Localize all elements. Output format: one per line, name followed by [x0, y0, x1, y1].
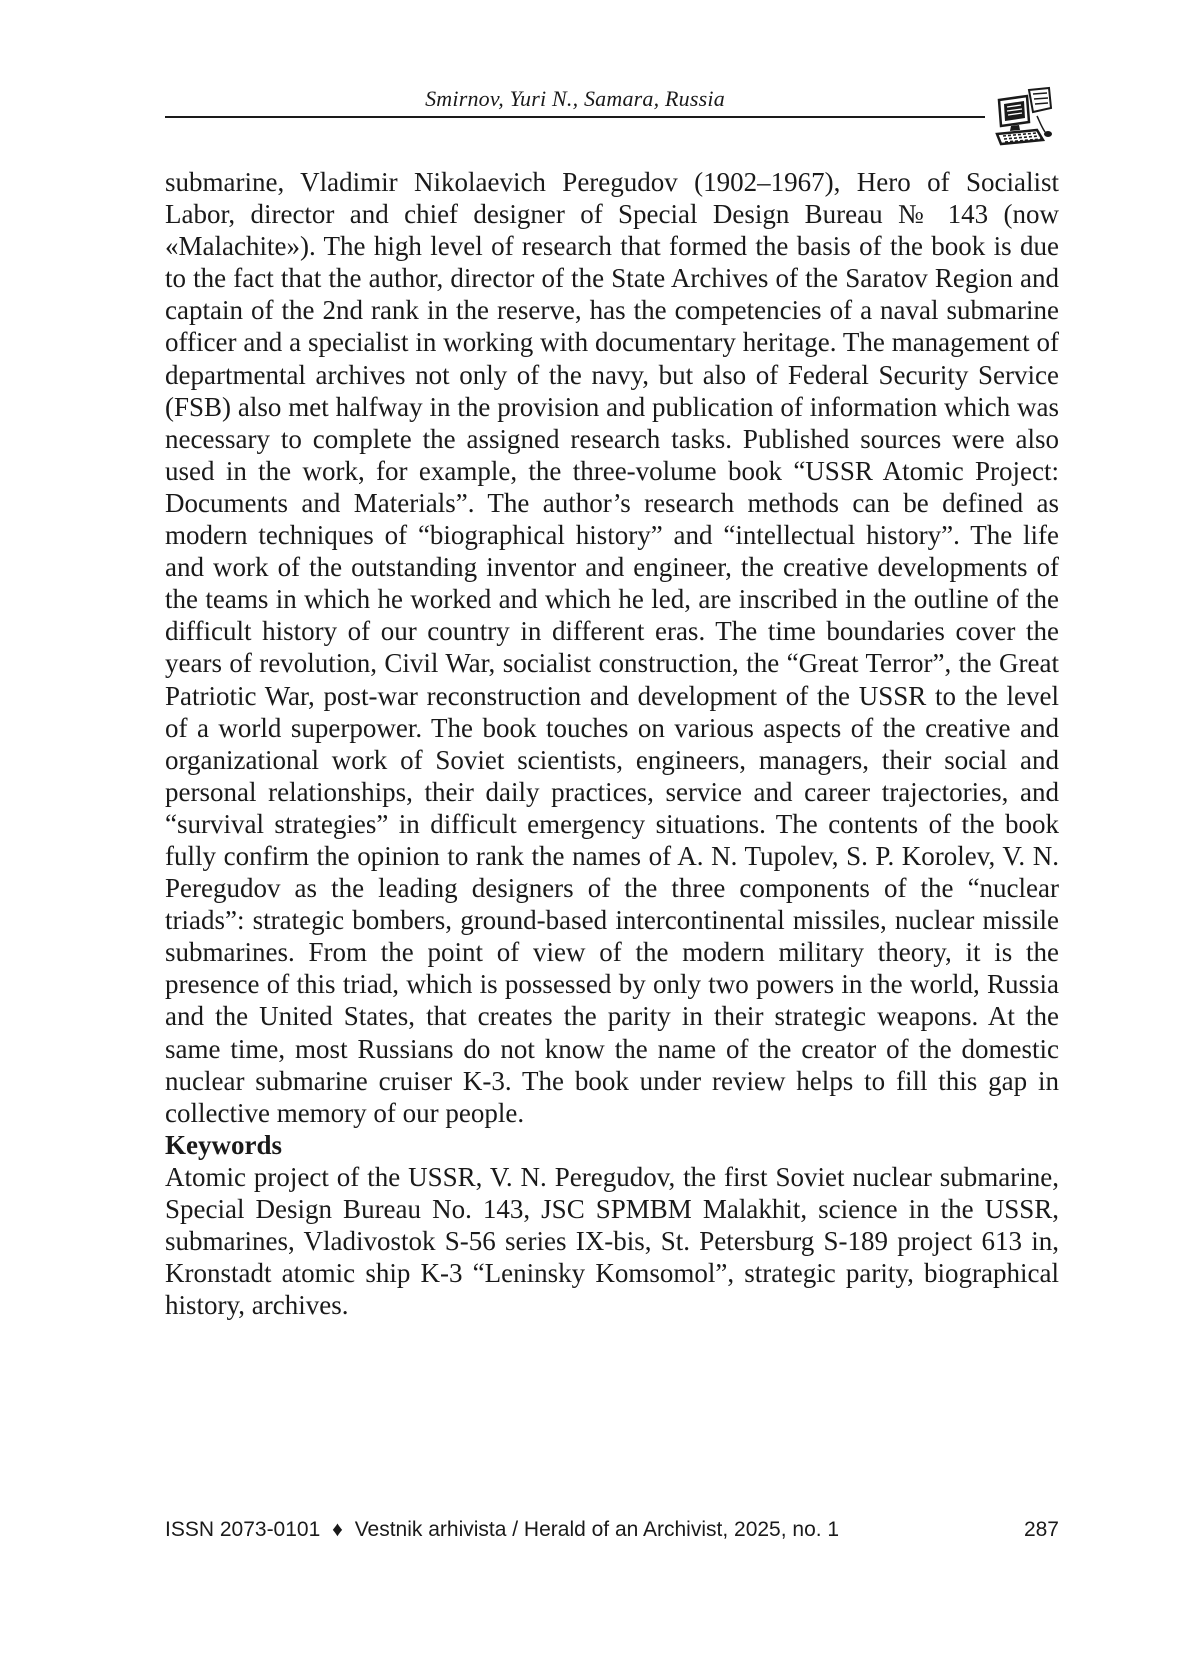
footer-citation — [165, 1518, 839, 1542]
page-number: 287 — [1023, 1518, 1059, 1541]
keywords-text: Atomic project of the USSR, V. N. Peregudov, the first Soviet nuclear submarine, Special Design Bureau No. 143, JSC SPMBM Malakhit, science in the USSR, submarines, Vladivostok S-56 series IX-bis, St. Petersburg S-189 project 613 in, Kronstadt atomic ship K-3 “Leninsky Komsomol”, strategic parity, biographical history, archives. — [165, 1161, 1059, 1321]
computer-archive-logo-icon — [993, 86, 1055, 148]
body-paragraph: submarine, Vladimir Nikolaevich Peregudov (1902–1967), Hero of Socialist Labor, director and chief designer of Special Design Bureau № 143 (now «Malachite»). The high level of research that formed the basis of the book is due to the fact that the author, director of the State Archives of the Saratov Region and captain of the 2nd rank in the reserve, has the competencies of a naval submarine officer and a specialist in working with documentary heritage. The management of departmental archives not only of the navy, but also of Federal Security Service (FSB) also met halfway in the provision and publication of information which was necessary to complete the assigned research tasks. Published sources were also used in the work, for example, the three-volume book “USSR Atomic Project: Documents and Materials”. The author’s research methods can be defined as modern techniques of “biographical history” and “intellectual history”. The life and work of the outstanding inventor and engineer, the creative developments of the teams in which he worked and which he led, are inscribed in the outline of the difficult history of our country in different eras. The time boundaries cover the years of revolution, Civil War, socialist construction, the “Great Terror”, the Great Patriotic War, post-war reconstruction and development of the USSR to the level of a world superpower. The book touches on various aspects of the creative and organizational work of Soviet scientists, engineers, managers, their social and personal relationships, their daily practices, service and career trajectories, and “survival strategies” in difficult emergency situations. The contents of the book fully confirm the opinion to rank the names of A. N. Tupolev, S. P. Korolev, V. N. Peregudov as the leading designers of the three components of the “nuclear triads”: strategic bombers, ground-based intercontinental missiles, nuclear missile submarines. From the point of view of the modern military theory, it is the presence of this triad, which is possessed by only two powers in the world, Russia and the United States, that creates the parity in their strategic weapons. At the same time, most Russians do not know the name of the creator of the domestic nuclear submarine cruiser K-3. The book under review helps to fill this gap in collective memory of our people. — [165, 167, 1059, 1128]
footer-issn: ISSN 2073-0101 — [165, 1518, 321, 1541]
keywords-heading: Keywords — [165, 1129, 282, 1160]
page-header — [165, 84, 985, 118]
footer-journal: Vestnik arhivista / Herald of an Archivist, 2025, no. 1 — [354, 1518, 840, 1541]
running-head: Smirnov, Yuri N., Samara, Russia — [425, 86, 725, 111]
page-footer — [165, 1518, 1059, 1548]
diamond-separator-icon: ♦ — [332, 1518, 343, 1541]
article-body — [165, 166, 1059, 1321]
header-rule — [165, 116, 985, 118]
